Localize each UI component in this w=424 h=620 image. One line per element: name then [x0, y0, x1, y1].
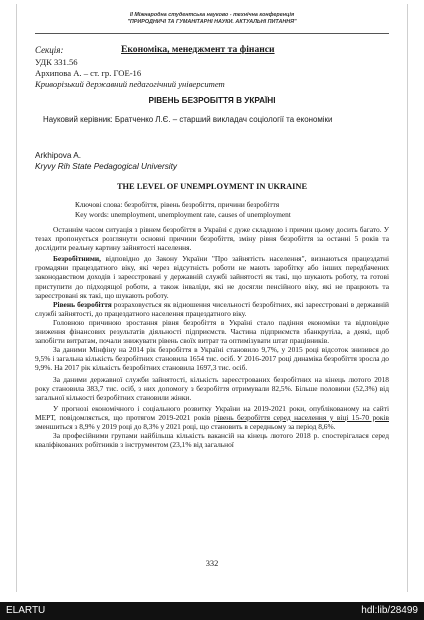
paragraph-minfin: За даними Мінфіну на 2014 рік безробіття в Україні становило 9,7%, у 2015 році відсоток знизився до 9,5% і загальна кількість безробітних становила 1654 тис. осіб. У 2016-2017 році динаміка безробіття зросла до 9,9%. На 2017 рік кількість безробітних становила 1697,3 тис. осіб.: [35, 345, 389, 373]
paragraph-vacancies: За професійними групами найбільша кількість вакансій на кінець лютого 2018 р. спостерігалася серед кваліфікованих робітників з інструментом (23,1% від загальної: [35, 431, 389, 450]
term-rate: Рівень безробіття: [53, 299, 112, 309]
keywords-ua: Ключові слова: безробіття, рівень безробіття, причини безробіття: [75, 200, 280, 209]
conference-line-2: "ПРИРОДНИЧІ ТА ГУМАНІТАРНІ НАУКИ. АКТУАЛЬНІ ПИТАННЯ": [127, 18, 297, 25]
article-title-ua: РІВЕНЬ БЕЗРОБІТТЯ В УКРАЇНІ: [148, 96, 276, 105]
paragraph-rate-text: розраховується як відношення чисельності безробітних, які зареєстровані в державній службі зайнятості, до працездатного населення працездатного віку.: [35, 299, 389, 318]
paragraph-employment-service: За даними державної служби зайнятості, кількість зареєстрованих безробітних на кінець лютого 2018 року становила 383,7 тис. осіб, з них допомогу з безробіття отримували 82,5%. Більше половини (52,3%) від загальної кількості безробітних становили жінки.: [35, 374, 389, 402]
keywords-en: Key words: unemployment, unemployment rate, causes of unemployment: [75, 210, 291, 219]
page-number: 332: [205, 559, 219, 568]
author-line: Архипова А. – ст. гр. ГОЕ-16: [35, 68, 142, 78]
paragraph-definition-text: відповідно до Закону України "Про зайнятість населення", визнаються працездатні громадяни працездатного віку, які через відсутність роботи не мають заробітку або інших передбачених законодавством доходів і зареєстровані у державній службі зайнятості як такі, що шукають роботу, та готові приступити до підходящої роботи, а також інваліди, які не досягли пенсійного віку, які не працюють та зареєстровані як такі, що шукають роботу.: [35, 254, 389, 300]
article-body: [35, 225, 389, 449]
supervisor-line: Науковий керівник: Братченко Л.Є. – старший викладач соціології та економіки: [43, 115, 333, 124]
header-rule: [35, 33, 389, 34]
udk-code: УДК 331.56: [35, 57, 78, 67]
repository-name: ELARTU: [6, 605, 46, 616]
conference-header: [17, 12, 407, 25]
author-line-en: Arkhipova A.: [35, 151, 81, 160]
conference-line-1: ІІ Міжнародна студентська науково - технічна конференція: [129, 12, 295, 18]
handle-link[interactable]: hdl:lib/28499: [361, 605, 418, 616]
paragraph-causes: Головною причиною зростання рівня безробіття в Україні стало падіння економіки та відповідне зниження фінансових результатів діяльності підприємств. Частина підприємств збанкрутіла, а деякі, щоб запобігти витратам, почали знижувати рівень своїх витрат та оптимізувати штат працівників.: [35, 317, 389, 346]
paragraph-intro: Останнім часом ситуація з рівнем безробіття в Україні є дуже складною і причин цьому досить багато. У тезах пропонується розглянути основні причини безробіття, зміну рівня безробіття за останні 5 років та дослідити реальну картину зайнятості населення.: [35, 225, 389, 253]
paragraph-forecast-a: У прогнозі економічного і соціального розвитку України на 2019-2021 роки, опублікованому на сайті МЕРТ, повідомляється, що протягом 2019-2021 років: [35, 403, 389, 422]
affiliation-line-en: Kryvy Rih State Pedagogical University: [35, 162, 177, 171]
section-title: Економіка, менеджмент та фінанси: [121, 44, 275, 55]
viewer-footer-bar: [0, 602, 424, 620]
paragraph-forecast-b: зменшиться з 8,9% у 2019 році до 8,3% у 2021 році, що становить в середньому за період 8,6%.: [35, 421, 336, 431]
paragraph-definition: [35, 254, 389, 299]
affiliation-line: Криворізький державний педагогічний університет: [35, 79, 225, 89]
paragraph-rate: [35, 300, 389, 318]
document-page: [16, 4, 408, 592]
term-unemployed: Безробітними,: [53, 254, 101, 264]
paragraph-forecast-underlined: рівень безробіття серед населення у віці 15-70 років: [213, 412, 389, 422]
section-label: Секція:: [35, 45, 64, 55]
paragraph-forecast: [35, 404, 389, 431]
article-title-en: THE LEVEL OF UNEMPLOYMENT IN UKRAINE: [116, 182, 308, 191]
